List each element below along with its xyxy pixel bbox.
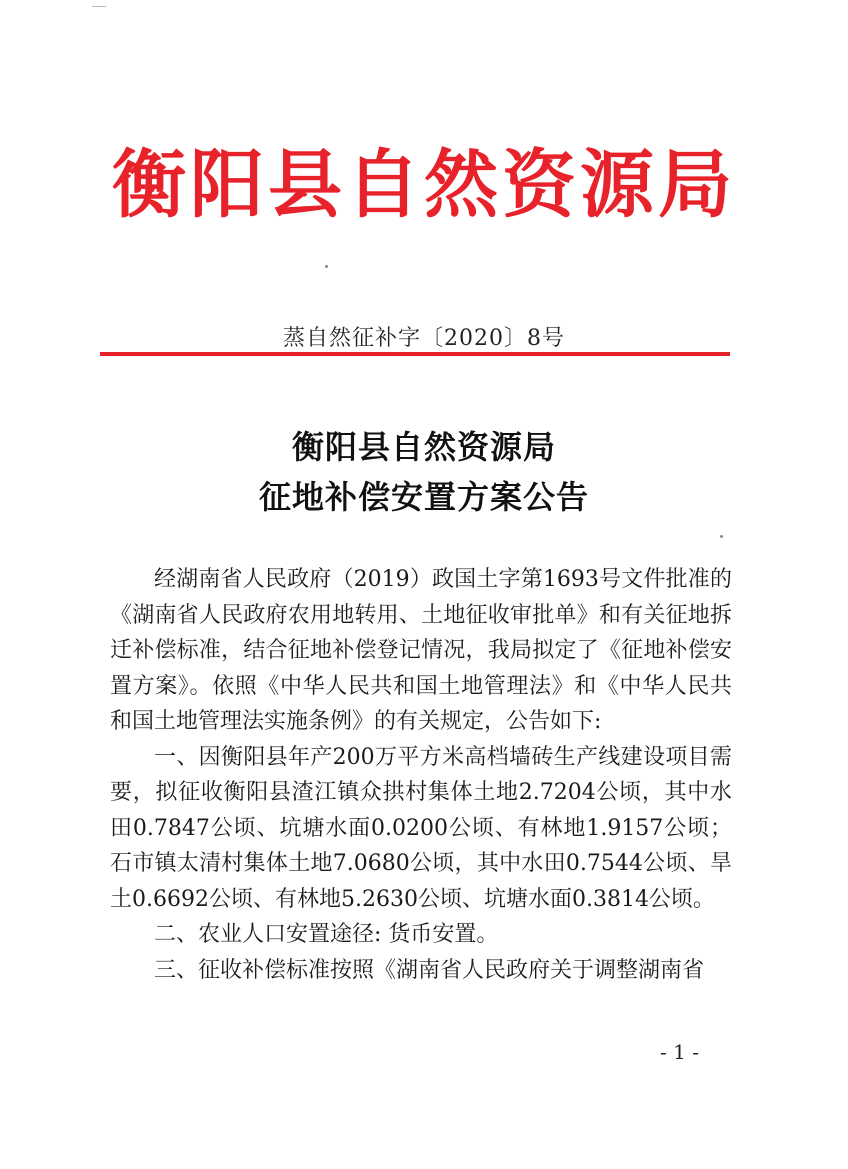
red-divider-line bbox=[100, 352, 730, 356]
notice-body bbox=[110, 562, 732, 988]
paragraph-item-3: 三、征收补偿标准按照《湖南省人民政府关于调整湖南省 bbox=[154, 957, 705, 983]
scan-speck bbox=[720, 535, 723, 538]
scan-speck bbox=[92, 6, 106, 7]
notice-title bbox=[0, 422, 848, 522]
title-line-1: 衡阳县自然资源局 bbox=[291, 428, 556, 466]
paragraph-item-2: 二、农业人口安置途径: 货币安置。 bbox=[154, 922, 499, 947]
scan-speck bbox=[325, 265, 328, 268]
page-number: - 1 - bbox=[660, 1040, 699, 1064]
title-line-2: 征地补偿安置方案公告 bbox=[258, 478, 589, 516]
paragraph-intro: 经湖南省人民政府（2019）政国土字第1693号文件批准的《湖南省人民政府农用地转用、土地征收审批单》和有关征地拆迁补偿标准，结合征地补偿登记情况，我局拟定了《征地补偿安置方案》。依照《中华人民共和国土地管理法》和《中华人民共和国土地管理法实施条例》的有关规定，公告如下: bbox=[110, 567, 732, 734]
agency-header: 衡阳县自然资源局 bbox=[112, 142, 736, 228]
document-number: 蒸自然征补字〔2020〕8号 bbox=[283, 326, 565, 351]
paragraph-item-1: 一、因衡阳县年产200万平方米高档墙砖生产线建设项目需要，拟征收衡阳县渣江镇众拱村集体土地2.7204公顷，其中水田0.7847公顷、坑塘水面0.0200公顷、有林地1.9157公顷；石市镇太清村集体土地7.0680公顷，其中水田0.7544公顷、旱土0.6692公顷、有林地5.2630公顷、坑塘水面0.3814公顷。 bbox=[110, 744, 732, 912]
